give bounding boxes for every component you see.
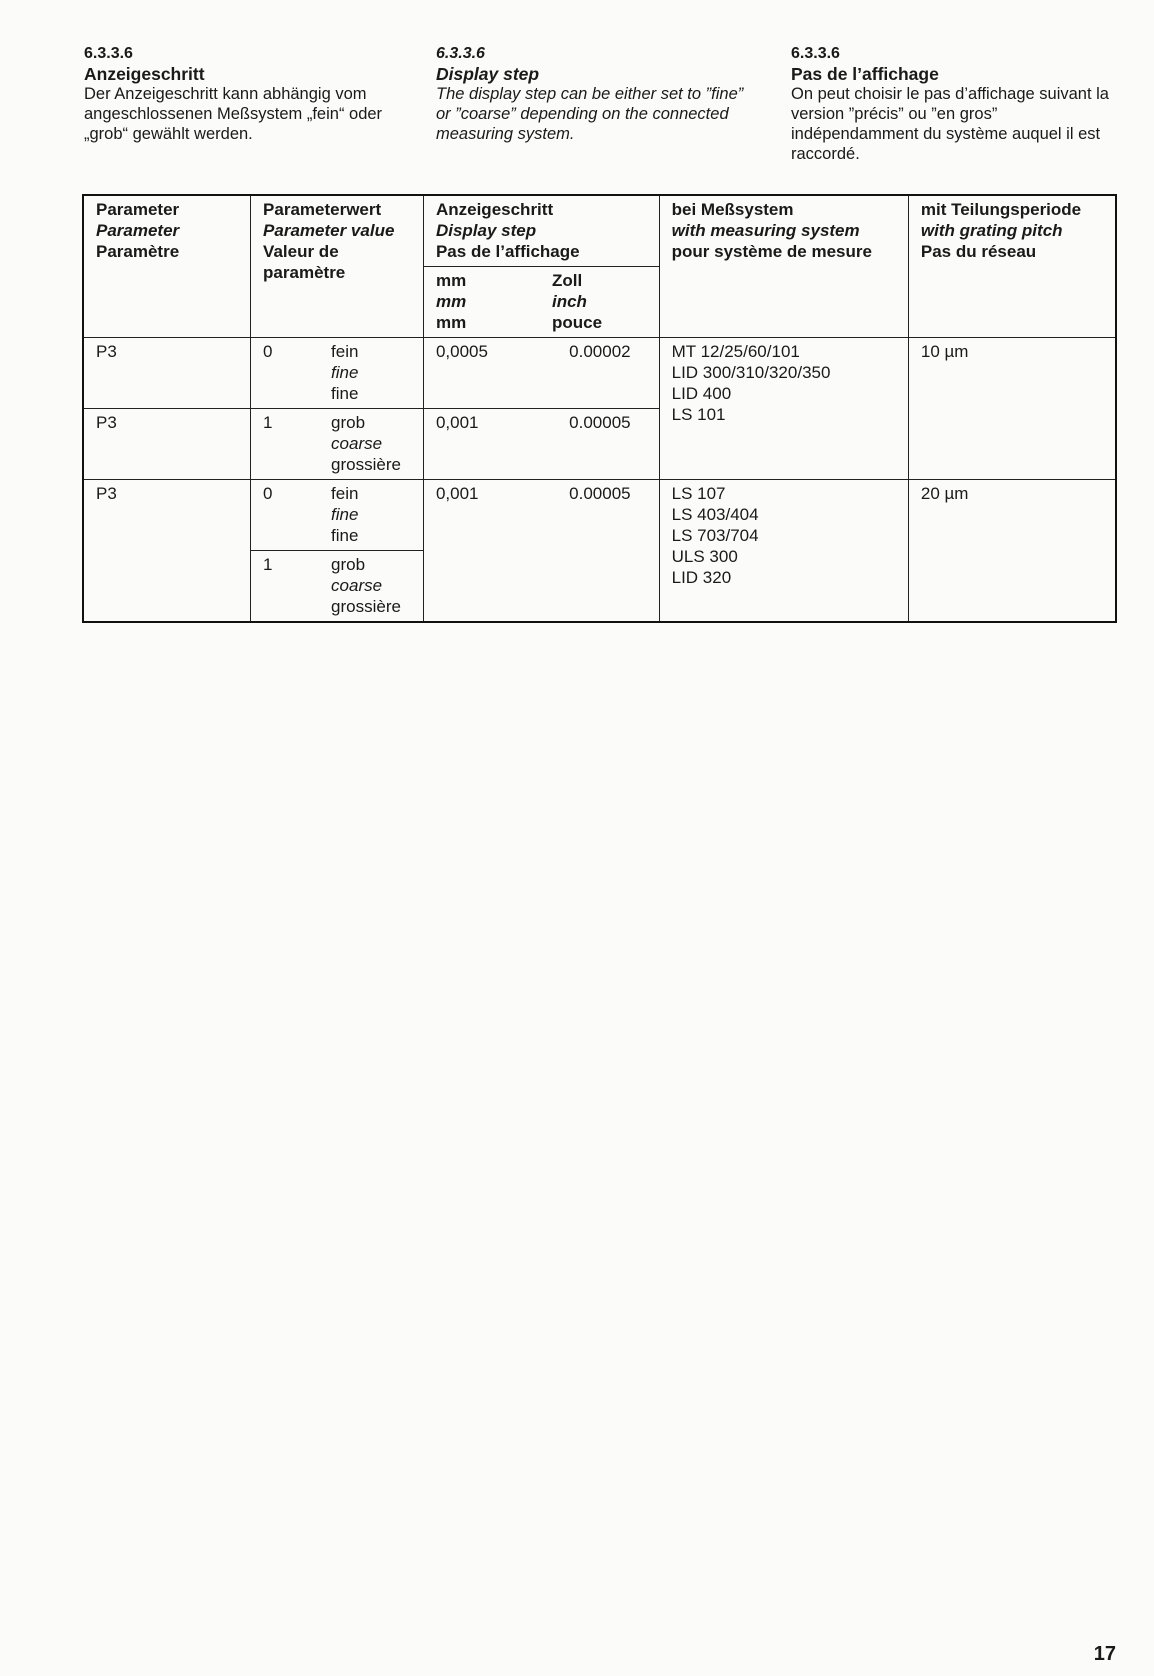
unit-inch: Zoll xyxy=(551,271,583,290)
section-title: Display step xyxy=(436,64,540,84)
table-row xyxy=(83,480,1116,551)
systems-cell: LS 107 LS 403/404 LS 703/704 ULS 300 LID 320 xyxy=(659,480,908,623)
page-number: 17 xyxy=(1093,1643,1116,1665)
section-body: On peut choisir le pas d’affichage suivant la version ”précis” ou ”en gros” indépendamment du système auquel il est raccordé. xyxy=(791,85,1109,163)
value-cell: 1 grob coarse grossière xyxy=(251,409,424,480)
table-header-row xyxy=(83,195,1116,267)
column-english xyxy=(436,44,756,144)
column-french xyxy=(791,44,1111,164)
display-step-table xyxy=(82,194,1117,623)
header-display-step: Anzeigeschritt Display step Pas de l’affichage xyxy=(423,195,659,267)
value-cell: 0 fein fine fine xyxy=(251,338,424,409)
column-german xyxy=(84,44,414,144)
unit-mm: mm xyxy=(435,271,467,290)
step-cell: 0,0005 0.00002 xyxy=(423,338,659,409)
pitch-cell: 20 µm xyxy=(908,480,1116,623)
section-title: Anzeigeschritt xyxy=(84,64,205,84)
section-number: 6.3.3.6 xyxy=(791,45,840,62)
section-body: The display step can be either set to ”fine” or ”coarse” depending on the connected measuring system. xyxy=(436,85,744,143)
header-measuring-system: bei Meßsystem with measuring system pour système de mesure xyxy=(659,195,908,338)
section-number: 6.3.3.6 xyxy=(84,45,133,62)
header-units: mm mm mm Zoll inch pouce xyxy=(423,267,659,338)
table-row xyxy=(83,338,1116,409)
header-parameter-value: Parameterwert Parameter value Valeur de paramètre xyxy=(251,195,424,338)
param-cell: P3 xyxy=(83,409,251,480)
header-parameter: Parameter Parameter Paramètre xyxy=(83,195,251,338)
step-cell: 0,001 0.00005 xyxy=(423,480,659,623)
systems-cell: MT 12/25/60/101 LID 300/310/320/350 LID 400 LS 101 xyxy=(659,338,908,480)
section-number: 6.3.3.6 xyxy=(436,45,485,62)
step-cell: 0,001 0.00005 xyxy=(423,409,659,480)
header-grating-pitch: mit Teilungsperiode with grating pitch Pas du réseau xyxy=(908,195,1116,338)
value-cell: 1 grob coarse grossière xyxy=(251,551,424,623)
pitch-cell: 10 µm xyxy=(908,338,1116,480)
value-cell: 0 fein fine fine xyxy=(251,480,424,551)
param-cell: P3 xyxy=(83,480,251,623)
section-body: Der Anzeigeschritt kann abhängig vom angeschlossenen Meßsystem „fein“ oder „grob“ gewählt werden. xyxy=(84,85,383,143)
param-cell: P3 xyxy=(83,338,251,409)
section-title: Pas de l’affichage xyxy=(791,64,939,84)
